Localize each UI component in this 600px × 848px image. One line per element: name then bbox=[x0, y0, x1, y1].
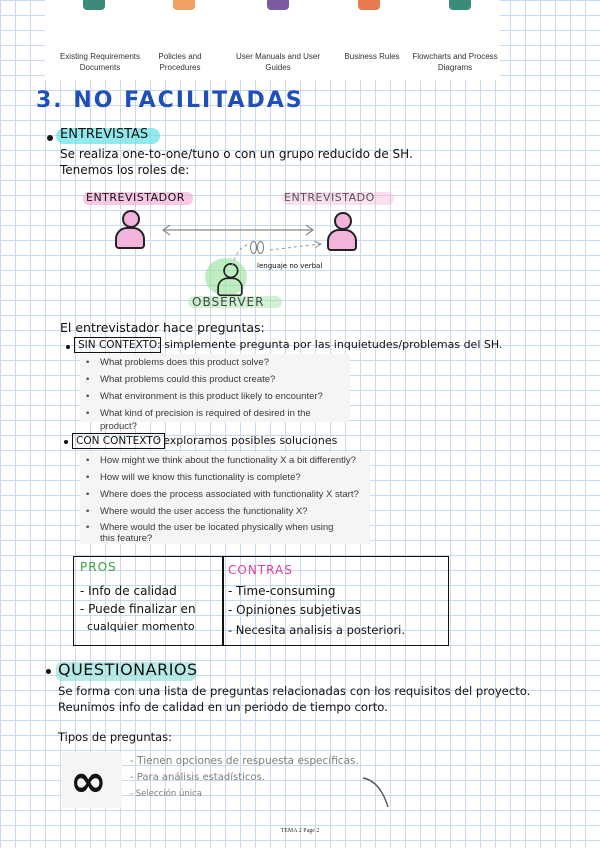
question-item: • Where does the process associated with functionality X start? bbox=[86, 488, 370, 505]
contras-item: - Time-consuming bbox=[228, 584, 336, 598]
tipos-heading: Tipos de preguntas: bbox=[58, 730, 173, 744]
section-title: 3. NO FACILITADAS bbox=[36, 88, 304, 113]
sin-contexto-questions bbox=[80, 354, 350, 432]
pros-item: - Info de calidad bbox=[80, 584, 177, 598]
con-contexto-desc: : exploramos posibles soluciones bbox=[156, 434, 338, 447]
con-contexto-questions bbox=[80, 452, 370, 544]
contras-item: - Necesita analisis a posteriori. bbox=[228, 623, 406, 637]
source-label: Business Rules bbox=[344, 52, 400, 61]
sin-contexto-tag: SIN CONTEXTO bbox=[74, 337, 161, 353]
bullet bbox=[46, 669, 51, 674]
question-item: • Where would the user be located physically when using this feature? bbox=[86, 522, 350, 544]
interviewee-person-icon bbox=[325, 212, 359, 252]
tipos-item: - Para análisis estadísticos. bbox=[130, 772, 265, 783]
entrevistas-line1: Se realiza one-to-one/tuno o con un grupo reducido de SH. bbox=[60, 147, 413, 161]
con-contexto-tag: CON CONTEXTO bbox=[72, 433, 165, 449]
contras-title: CONTRAS bbox=[228, 563, 293, 577]
tipos-item: - Tienen opciones de respuesta específicas. bbox=[130, 755, 359, 767]
bullet bbox=[66, 345, 70, 349]
bullet bbox=[64, 440, 68, 444]
tipos-item: - Selección única bbox=[130, 789, 203, 799]
pros-title: PROS bbox=[80, 560, 117, 574]
nonverbal-label: lenguaje no verbal bbox=[257, 262, 323, 270]
arrow-icon bbox=[158, 222, 318, 238]
curve-stroke bbox=[360, 775, 400, 815]
interviewer-line: El entrevistador hace preguntas: bbox=[60, 320, 265, 335]
bullet bbox=[47, 135, 53, 141]
questionarios-heading: QUESTIONARIOS bbox=[58, 660, 198, 679]
contras-item: - Opiniones subjetivas bbox=[228, 603, 361, 617]
question-item: • What kind of precision is required of desired in the product? bbox=[86, 407, 350, 424]
entrevistas-line2: Tenemos los roles de: bbox=[60, 163, 190, 177]
page-footer: TEMA 2 Page 2 bbox=[280, 828, 320, 834]
table-divider bbox=[222, 556, 224, 645]
questionarios-line2: Reunimos info de calidad en un periodo de tiempo corto. bbox=[58, 700, 388, 714]
question-item: • How might we think about the functionality X a bit differently? bbox=[86, 454, 370, 471]
infinity-icon: ∞ bbox=[70, 756, 107, 807]
question-item: • What problems could this product create? bbox=[86, 373, 350, 390]
teal-icon bbox=[83, 0, 105, 10]
pros-item: cualquier momento bbox=[80, 620, 195, 633]
question-item: • What environment is this product likely to encounter? bbox=[86, 390, 350, 407]
source-label: Flowcharts and Process Diagrams bbox=[412, 52, 498, 72]
role-interviewee: ENTREVISTADO bbox=[284, 191, 375, 204]
orange-icon bbox=[358, 0, 380, 10]
teal-icon bbox=[449, 0, 471, 10]
source-label: Policies and Procedures bbox=[158, 52, 202, 72]
question-item: • Where would the user access the functionality X? bbox=[86, 505, 370, 522]
purple-icon bbox=[267, 0, 289, 10]
sin-contexto-desc: : simplemente pregunta por las inquietudes/problemas del SH. bbox=[157, 338, 503, 351]
question-item: • What problems does this product solve? bbox=[86, 356, 350, 373]
role-observer: OBSERVER bbox=[192, 295, 265, 309]
question-item: • How will we know this functionality is complete? bbox=[86, 471, 370, 488]
source-label: Existing Requirements Documents bbox=[59, 52, 141, 72]
source-strip bbox=[45, 0, 500, 80]
source-label: User Manuals and User Guides bbox=[235, 52, 321, 72]
interviewer-person-icon bbox=[113, 210, 147, 250]
entrevistas-heading: ENTREVISTAS bbox=[60, 127, 149, 142]
role-interviewer: ENTREVISTADOR bbox=[86, 191, 185, 204]
questionarios-line1: Se forma con una lista de preguntas relacionadas con los requisitos del proyecto. bbox=[58, 684, 531, 698]
orange-icon bbox=[173, 0, 195, 10]
pros-item: - Puede finalizar en bbox=[80, 602, 196, 616]
